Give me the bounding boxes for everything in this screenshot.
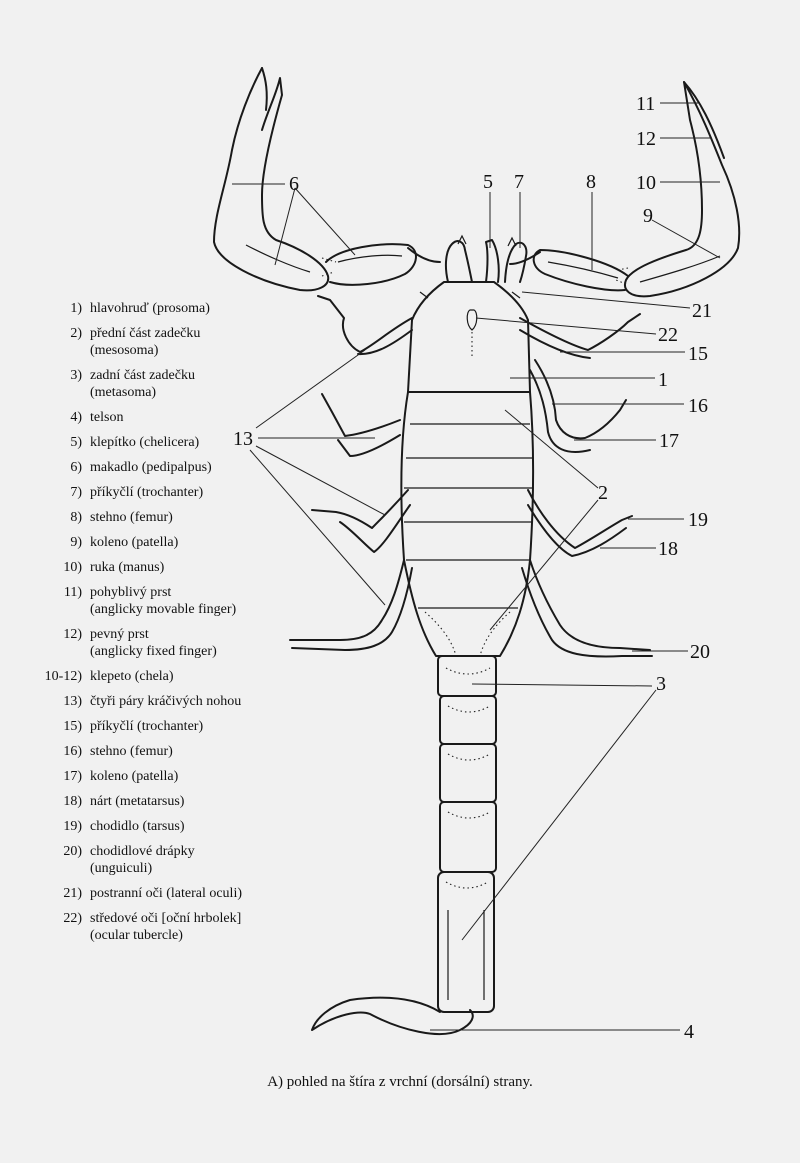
legend-list: [40, 300, 280, 952]
legend-item: [40, 693, 280, 710]
legend-text: koleno (patella): [90, 535, 179, 550]
callout-16: 16: [688, 395, 708, 417]
callout-15: 15: [688, 343, 708, 365]
callout-1: 1: [658, 369, 668, 391]
legend-number: 3): [70, 368, 82, 383]
callout-10: 10: [636, 172, 656, 194]
legend-text: nárt (metatarsus): [90, 794, 185, 809]
callout-11: 11: [636, 93, 656, 115]
legend-text: klepeto (chela): [90, 669, 174, 684]
legend-item: [40, 668, 280, 685]
legend-item: [40, 484, 280, 501]
callout-20: 20: [690, 641, 710, 663]
legend-text: klepítko (chelicera): [90, 435, 200, 450]
legend-number: 13): [63, 694, 82, 709]
callout-6: 6: [289, 173, 299, 195]
legend-text: hlavohruď (prosoma): [90, 301, 210, 316]
legend-text: středové oči [oční hrbolek] (ocular tubercle): [90, 911, 242, 943]
legend-text: koleno (patella): [90, 769, 179, 784]
legend-text: chodidlo (tarsus): [90, 819, 185, 834]
legend-text: čtyři páry kráčivých nohou: [90, 694, 242, 709]
callout-labels: [233, 93, 712, 1043]
legend-number: 22): [63, 911, 82, 926]
body-metasoma-telson: [312, 656, 496, 1034]
legend-item: [40, 768, 280, 785]
legend-number: 6): [70, 460, 82, 475]
legend-number: 16): [63, 744, 82, 759]
legend-text: postranní oči (lateral oculi): [90, 886, 242, 901]
callout-18: 18: [658, 538, 678, 560]
right-walking-legs: [520, 314, 652, 656]
legend-number: 12): [63, 627, 82, 642]
chelicerae: [446, 236, 526, 282]
callout-22: 22: [658, 324, 678, 346]
legend-item: [40, 718, 280, 735]
legend-item: [40, 325, 280, 359]
legend-text: makadlo (pedipalpus): [90, 460, 212, 475]
left-pedipalp: [214, 68, 440, 290]
legend-item: [40, 793, 280, 810]
legend-text: pohyblivý prst (anglicky movable finger): [90, 585, 237, 617]
legend-number: 8): [70, 510, 82, 525]
left-walking-legs: [290, 296, 412, 650]
callout-13: 13: [233, 428, 253, 450]
legend-number: 19): [63, 819, 82, 834]
legend-text: příkyčlí (trochanter): [90, 719, 204, 734]
legend-number: 10): [63, 560, 82, 575]
callout-9: 9: [643, 205, 653, 227]
legend-text: příkyčlí (trochanter): [90, 485, 204, 500]
legend-item: [40, 743, 280, 760]
legend-number: 7): [70, 485, 82, 500]
legend-item: [40, 300, 280, 317]
legend-item: [40, 409, 280, 426]
legend-number: 2): [70, 326, 82, 341]
legend-item: [40, 626, 280, 660]
figure-caption: A) pohled na štíra z vrchní (dorsální) strany.: [267, 1074, 533, 1090]
legend-item: [40, 559, 280, 576]
legend-item: [40, 843, 280, 877]
callout-7: 7: [514, 171, 524, 193]
legend-text: přední část zadečku (mesosoma): [90, 326, 201, 358]
legend-item: [40, 509, 280, 526]
legend-number: 18): [63, 794, 82, 809]
legend-number: 1): [70, 301, 82, 316]
legend-text: stehno (femur): [90, 510, 173, 525]
legend-text: telson: [90, 410, 124, 425]
legend-number: 17): [63, 769, 82, 784]
legend-item: [40, 910, 280, 944]
legend-text: chodidlové drápky (unguiculi): [90, 844, 195, 876]
legend-number: 4): [70, 410, 82, 425]
leader-lines: [232, 103, 720, 1030]
right-pedipalp: [510, 82, 739, 296]
legend-number: 21): [63, 886, 82, 901]
legend-item: [40, 534, 280, 551]
legend-item: [40, 459, 280, 476]
legend-text: pevný prst (anglicky fixed finger): [90, 627, 217, 659]
legend-number: 11): [63, 585, 82, 600]
legend-item: [40, 367, 280, 401]
body-prosoma-mesosoma: [401, 282, 533, 656]
callout-12: 12: [636, 128, 656, 150]
legend-item: [40, 584, 280, 618]
callout-3: 3: [656, 673, 666, 695]
legend-item: [40, 818, 280, 835]
callout-19: 19: [688, 509, 708, 531]
legend-number: 5): [70, 435, 82, 450]
legend-text: ruka (manus): [90, 560, 165, 575]
callout-5: 5: [483, 171, 493, 193]
callout-2: 2: [598, 482, 608, 504]
legend-item: [40, 434, 280, 451]
callout-4: 4: [684, 1021, 694, 1043]
legend-text: zadní část zadečku (metasoma): [90, 368, 195, 400]
callout-21: 21: [692, 300, 712, 322]
legend-number: 15): [63, 719, 82, 734]
callout-8: 8: [586, 171, 596, 193]
legend-number: 9): [70, 535, 82, 550]
legend-number: 10-12): [44, 669, 82, 684]
legend-text: stehno (femur): [90, 744, 173, 759]
legend-number: 20): [63, 844, 82, 859]
callout-17: 17: [659, 430, 679, 452]
legend-item: [40, 885, 280, 902]
